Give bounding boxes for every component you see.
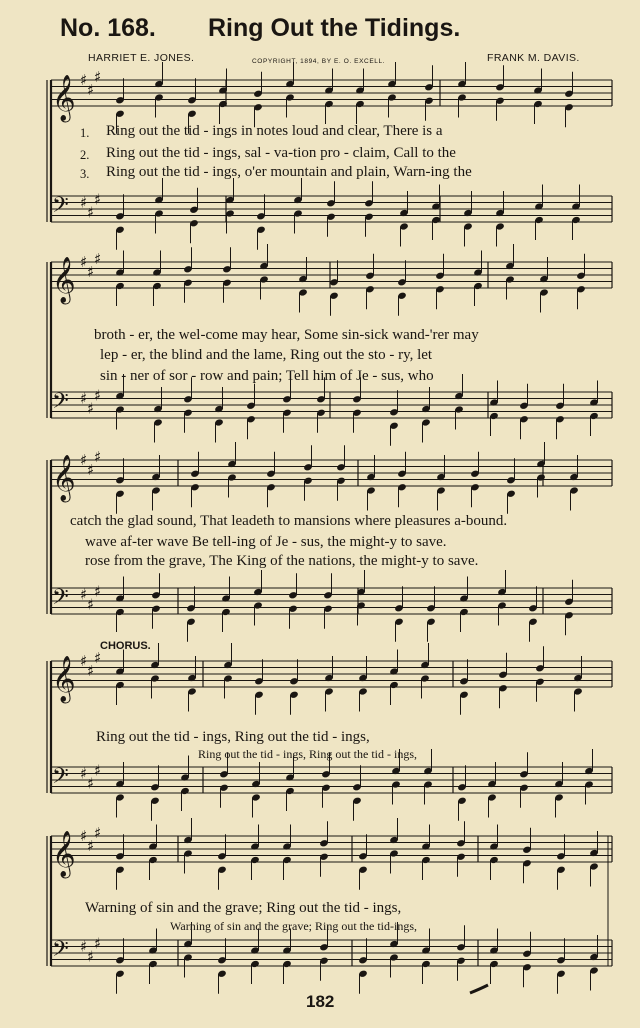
- treble-clef: 𝄞: [52, 75, 76, 121]
- sharp-sign: ♯: [94, 249, 102, 268]
- verse-number: 3.: [80, 167, 90, 181]
- sharp-sign: ♯: [94, 582, 102, 601]
- bass-clef: 𝄢: [52, 389, 69, 419]
- chorus-label: CHORUS.: [100, 640, 151, 652]
- verse-number: 2.: [80, 148, 90, 162]
- sharp-sign: ♯: [80, 451, 88, 469]
- chorus-upper-lyric: Warning of sin and the grave; Ring out the tid - ings,: [85, 900, 402, 916]
- lyricist-credit: HARRIET E. JONES.: [88, 52, 195, 64]
- sharp-sign: ♯: [87, 262, 95, 281]
- lyric-line: Ring out the tid - ings, o'er mountain and plain, Warn-ing the: [106, 164, 472, 180]
- hymn-number: No. 168.: [60, 14, 156, 42]
- lyric-line: rose from the grave, The King of the nations, the might-y to save.: [85, 553, 479, 569]
- lyric-line: catch the glad sound, That leadeth to mansions where pleasures a-bound.: [70, 513, 508, 529]
- sharp-sign: ♯: [80, 71, 88, 89]
- sharp-sign: ♯: [87, 836, 95, 855]
- chorus-upper-lyric: Ring out the tid - ings, Ring out the tid - ings,: [96, 729, 370, 745]
- sharp-sign: ♯: [80, 827, 88, 845]
- treble-clef: 𝄞: [52, 257, 76, 303]
- page-number: 182: [306, 992, 335, 1011]
- sharp-sign: ♯: [87, 399, 95, 418]
- sharp-sign: ♯: [80, 389, 88, 408]
- sharp-sign: ♯: [94, 934, 102, 953]
- sharp-sign: ♯: [87, 661, 95, 680]
- sharp-sign: ♯: [94, 67, 102, 86]
- sharp-sign: ♯: [94, 190, 102, 209]
- treble-clef: 𝄞: [52, 831, 76, 877]
- sharp-sign: ♯: [80, 937, 88, 956]
- bass-clef: 𝄢: [52, 585, 69, 615]
- sharp-sign: ♯: [80, 652, 88, 670]
- lyric-line: Ring out the tid - ings in notes loud and clear, There is a: [106, 123, 443, 139]
- sharp-sign: ♯: [87, 947, 95, 966]
- treble-clef: 𝄞: [52, 455, 76, 501]
- sharp-sign: ♯: [80, 193, 88, 212]
- bass-clef: 𝄢: [52, 193, 69, 223]
- sharp-sign: ♯: [94, 648, 102, 667]
- sharp-sign: ♯: [80, 253, 88, 271]
- sharp-sign: ♯: [94, 386, 102, 405]
- sharp-sign: ♯: [80, 764, 88, 783]
- bass-clef: 𝄢: [52, 937, 69, 967]
- sharp-sign: ♯: [94, 823, 102, 842]
- composer-credit: FRANK M. DAVIS.: [487, 52, 580, 64]
- verse-number: 1.: [80, 126, 90, 140]
- sharp-sign: ♯: [94, 761, 102, 780]
- lyric-line: broth - er, the wel-come may hear, Some sin-sick wand-'rer may: [94, 327, 479, 343]
- hymn-title: Ring Out the Tidings.: [208, 14, 461, 42]
- ink-mark: [470, 985, 488, 993]
- sharp-sign: ♯: [94, 447, 102, 466]
- bass-clef: 𝄢: [52, 764, 69, 794]
- sharp-sign: ♯: [87, 595, 95, 614]
- lyric-line: lep - er, the blind and the lame, Ring out the sto - ry, let: [100, 347, 433, 363]
- chorus-lower-lyric: Warning of sin and the grave; Ring out the tid-ings,: [170, 919, 417, 933]
- chorus-lower-lyric: Ring out the tid - ings, Ring out the tid - ings,: [198, 747, 417, 761]
- lyric-line: sin - ner of sor - row and pain; Tell him of Je - sus, who: [100, 368, 434, 384]
- sharp-sign: ♯: [80, 585, 88, 604]
- sharp-sign: ♯: [87, 460, 95, 479]
- copyright-notice: COPYRIGHT, 1894, BY E. O. EXCELL.: [252, 58, 386, 65]
- lyric-line: wave af-ter wave Be tell-ing of Je - sus, the might-y to save.: [85, 534, 447, 550]
- sharp-sign: ♯: [87, 774, 95, 793]
- treble-clef: 𝄞: [52, 656, 76, 702]
- lyric-line: Ring out the tid - ings, sal - va-tion pro - claim, Call to the: [106, 145, 456, 161]
- sharp-sign: ♯: [87, 80, 95, 99]
- sharp-sign: ♯: [87, 203, 95, 222]
